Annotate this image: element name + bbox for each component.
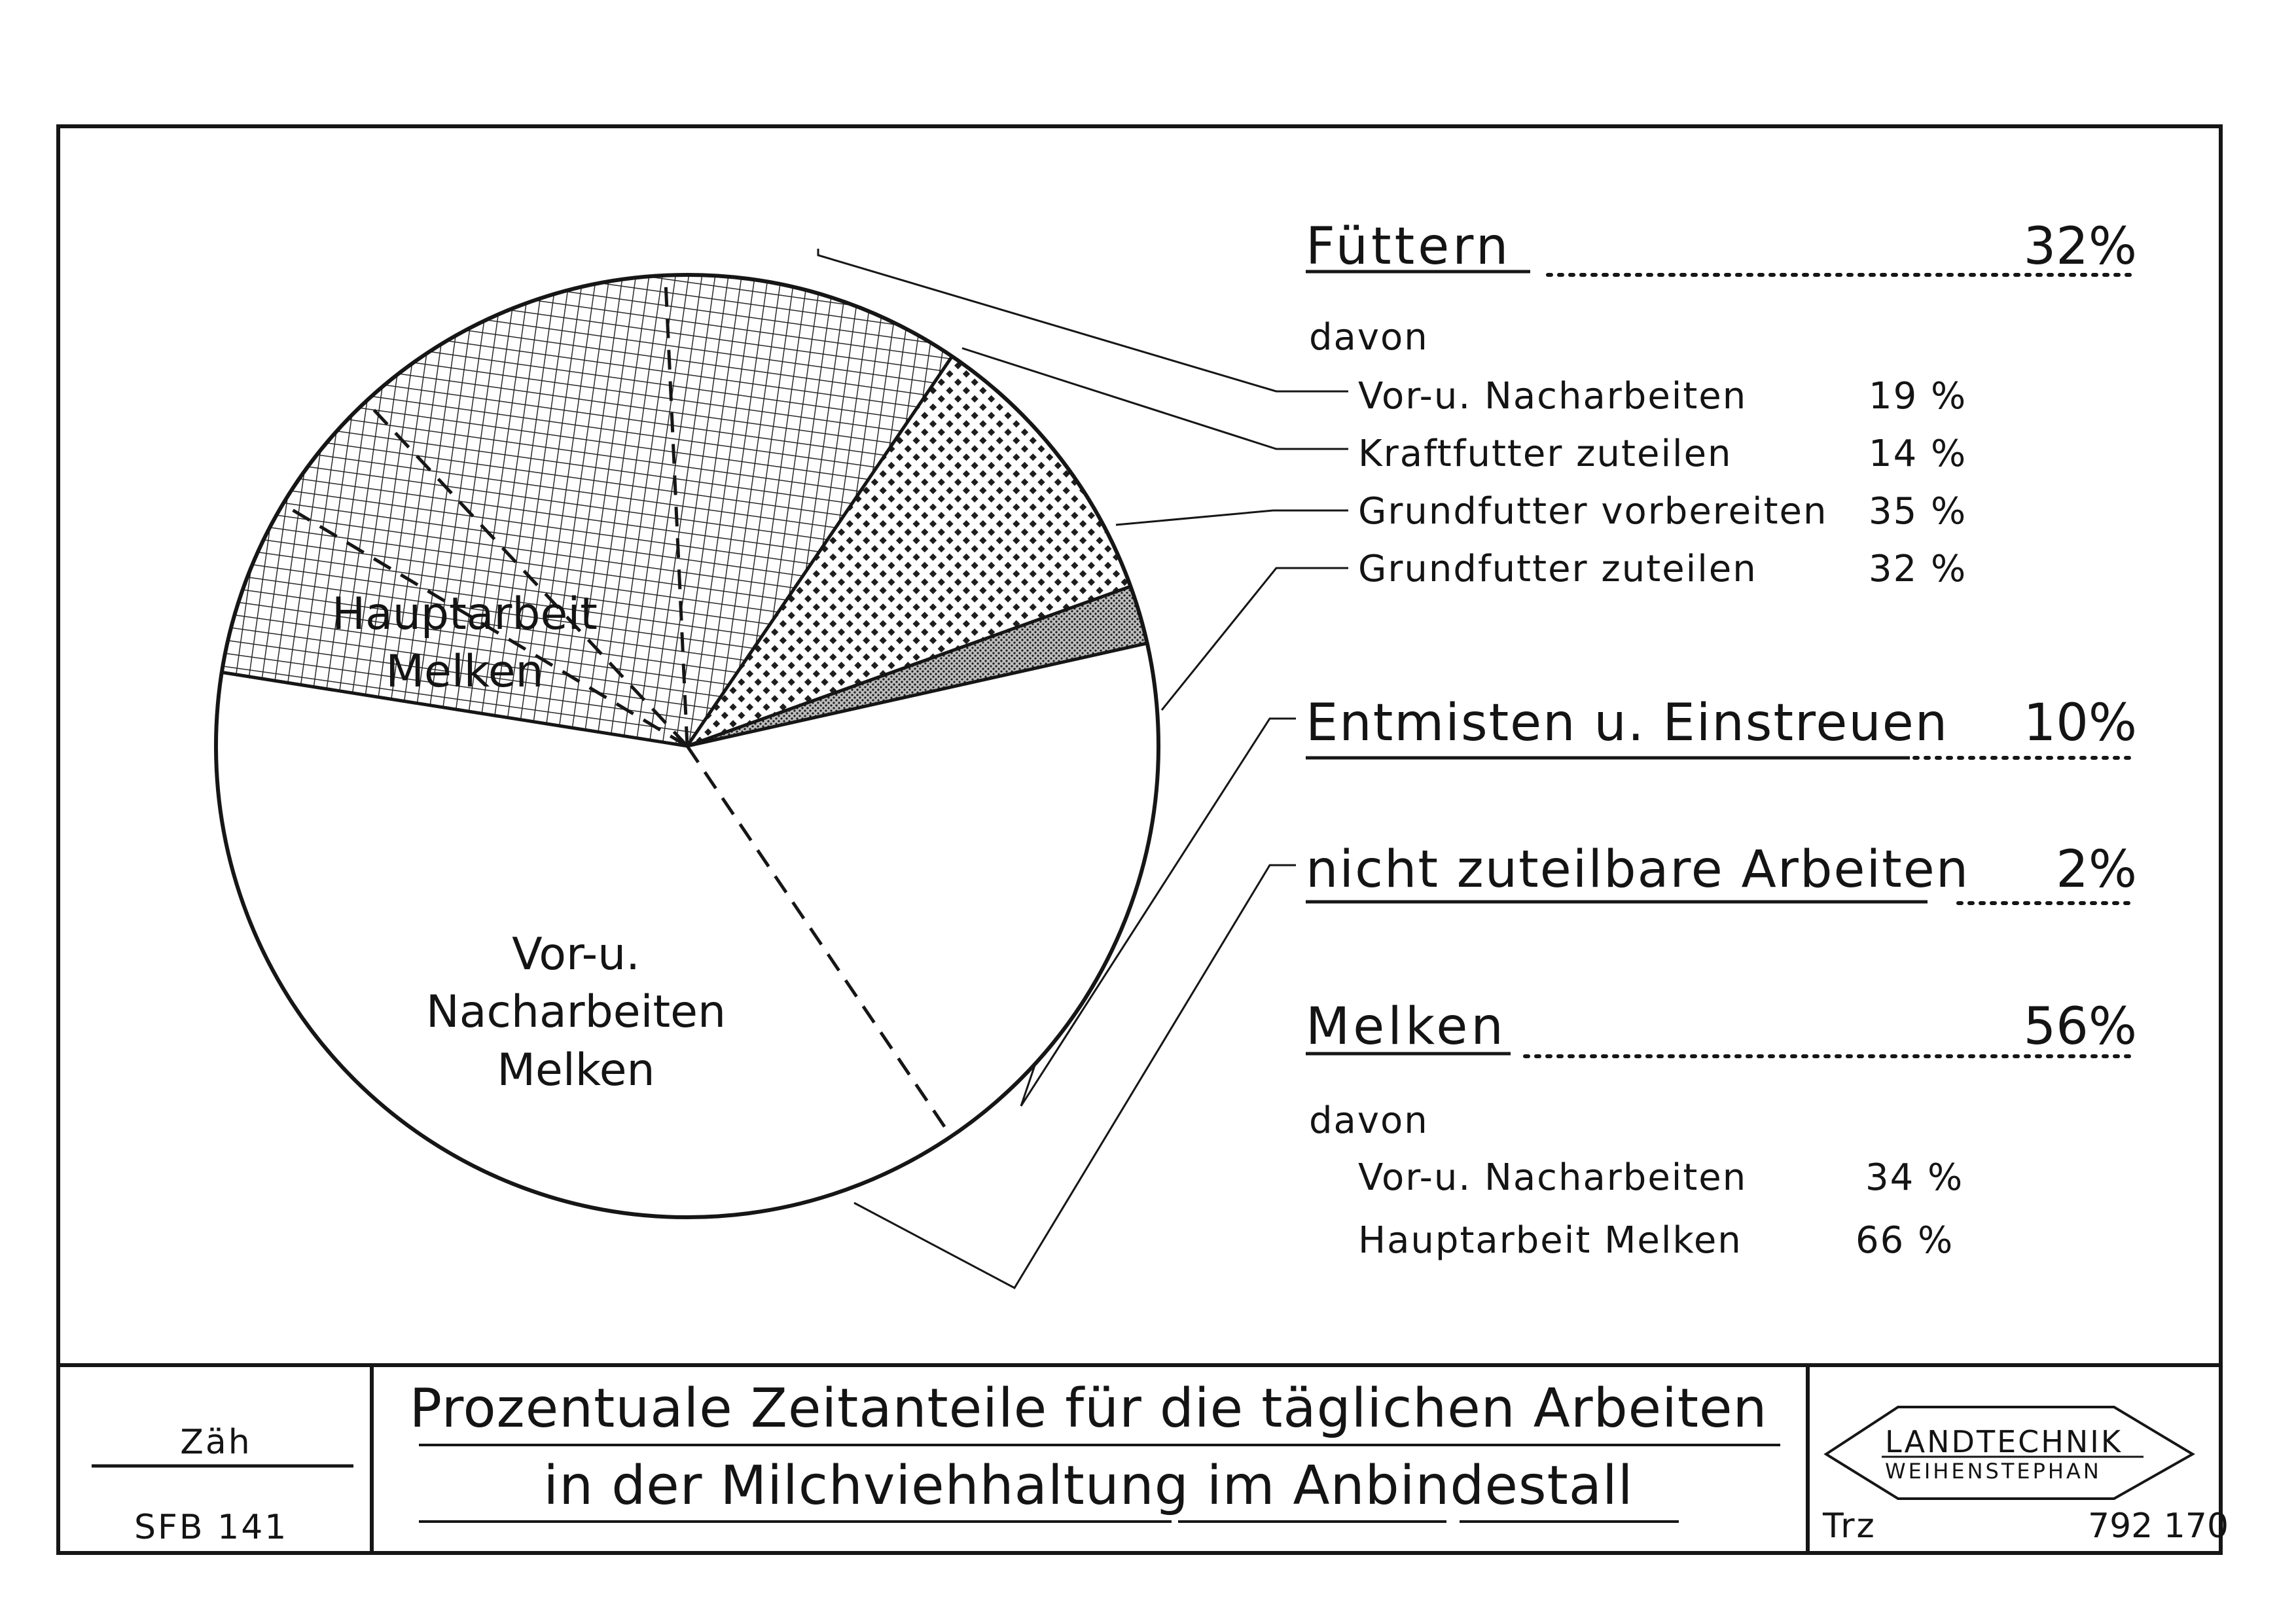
legend-sub-label-6: Hauptarbeit Melken [1358, 1219, 1742, 1262]
legend-melken-value: 56% [2023, 997, 2137, 1056]
legend-fuettern-davon: davon [1309, 316, 1429, 359]
footer-number: 792 170 [2088, 1507, 2229, 1546]
page-title-line2: in der Milchviehhaltung im Anbindestall [543, 1455, 1634, 1517]
footer-name: Zäh [180, 1423, 252, 1462]
legend-fuettern-value: 32% [2023, 217, 2137, 276]
footer-code: SFB 141 [134, 1508, 289, 1547]
legend-melken-davon: davon [1309, 1099, 1429, 1142]
logo-line2: WEIHENSTEPHAN [1885, 1459, 2102, 1484]
logo-line1: LANDTECHNIK [1885, 1424, 2123, 1459]
legend-sub-value-6: 66 % [1856, 1219, 1954, 1262]
legend-sub-value-3: 35 % [1869, 490, 1967, 533]
legend-nicht-zuteilbar-label: nicht zuteilbare Arbeiten [1306, 840, 1970, 899]
legend-sub-label-5: Vor-u. Nacharbeiten [1358, 1156, 1748, 1199]
label-vor-nach-line1: Vor-u. [512, 929, 640, 980]
legend-nicht-zuteilbar-value: 2% [2056, 840, 2137, 899]
legend-fuettern-label: Füttern [1306, 217, 1512, 276]
legend-sub-value-5: 34 % [1865, 1156, 1964, 1199]
legend-melken-label: Melken [1306, 997, 1507, 1056]
label-hauptarbeit [301, 586, 628, 702]
legend-sub-value-1: 19 % [1869, 375, 1967, 418]
label-vor-nach-melken [412, 926, 740, 1099]
legend-sub-value-2: 14 % [1869, 433, 1967, 475]
leader-line-4 [1162, 568, 1348, 710]
legend-sub-label-2: Kraftfutter zuteilen [1358, 433, 1732, 475]
page-title-line1: Prozentuale Zeitanteile für die täglichen Arbeiten [409, 1378, 1768, 1440]
footer-trz: Trz [1823, 1507, 1876, 1546]
legend-entmisten-label: Entmisten u. Einstreuen [1306, 694, 1949, 753]
label-hauptarbeit-line1: Hauptarbeit [332, 588, 598, 640]
legend-sub-value-4: 32 % [1869, 548, 1967, 590]
legend-sub-label-4: Grundfutter zuteilen [1358, 548, 1757, 590]
legend-sub-label-3: Grundfutter vorbereiten [1358, 490, 1828, 533]
leader-line-3 [1116, 510, 1348, 525]
legend-entmisten-value: 10% [2023, 694, 2137, 753]
legend-sub-label-1: Vor-u. Nacharbeiten [1358, 375, 1748, 418]
label-vor-nach-line2: Nacharbeiten [425, 986, 726, 1039]
label-vor-nach-line3: Melken [497, 1044, 655, 1096]
label-hauptarbeit-line2: Melken [386, 646, 544, 698]
